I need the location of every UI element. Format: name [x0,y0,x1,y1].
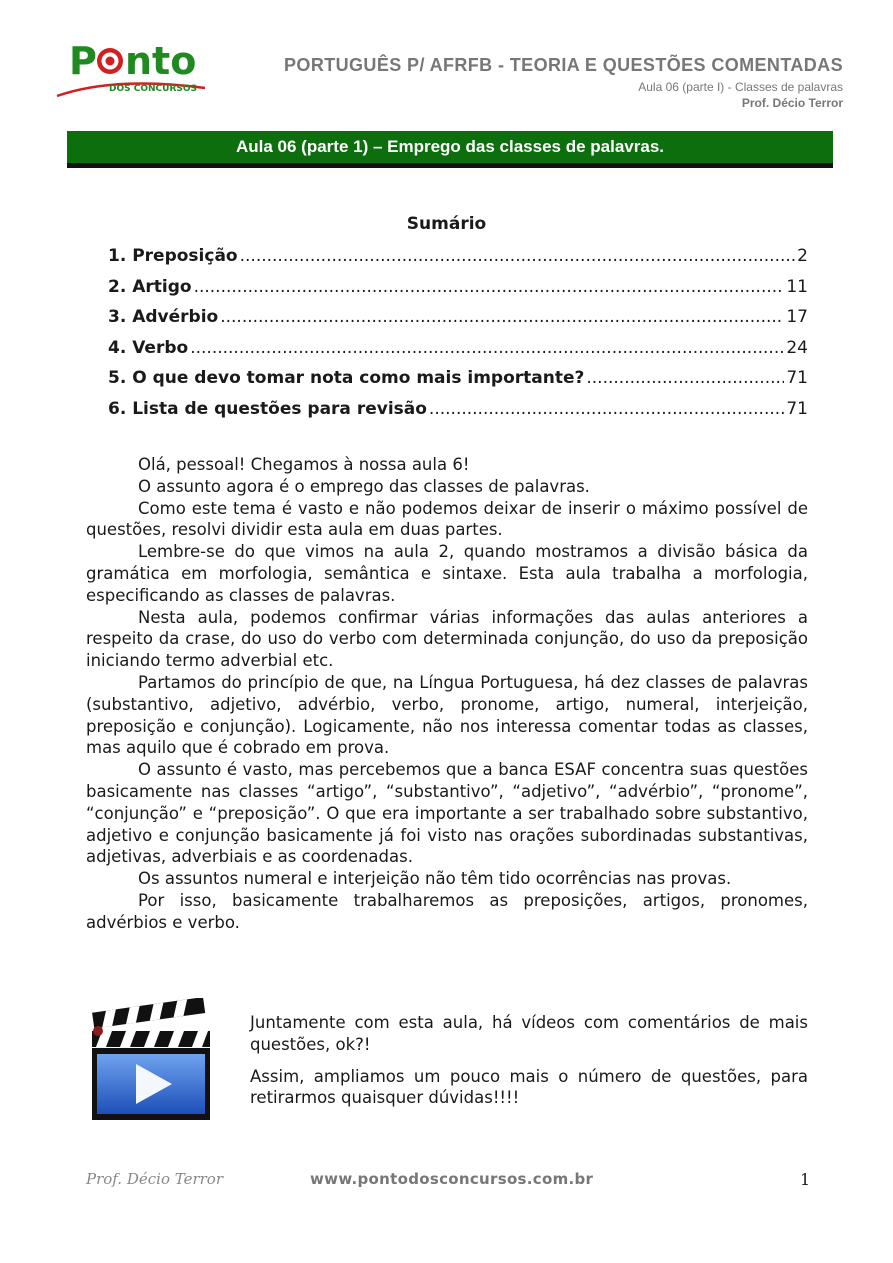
toc-entry[interactable] [108,246,808,277]
page-number: 1 [800,1170,811,1189]
logo-sub: DOS CONCURSOS [109,84,197,94]
toc-label: 2. Artigo [108,276,192,297]
toc-page: 17 [786,307,808,327]
toc-page: 2 [797,246,808,266]
footer-author: Prof. Décio Terror [86,1170,224,1188]
toc-label: 3. Advérbio [108,307,219,327]
toc-leader [429,399,784,419]
toc-label: 4. Verbo [108,337,189,358]
header-subtitle: Aula 06 (parte I) - Classes de palavras [638,80,843,94]
paragraph: Juntamente com esta aula, há vídeos com comentários de mais questões, ok?! [250,1013,808,1054]
paragraph: Partamos do princípio de que, na Língua Portuguesa, há dez classes de palavras (substantivo, adjetivo, advérbio, verbo, pronome, artigo, numeral, interjeição, preposição e conjunção). Logicamente, não nos interessa comentar todas as classes, mas aquilo que é cobrado em prova. [86,672,808,758]
toc-leader [240,246,796,266]
toc-entry[interactable] [108,368,808,399]
header-author: Prof. Décio Terror [741,96,843,110]
toc-label: 5. O que devo tomar nota como mais importante? [108,368,585,388]
toc-leader [190,338,784,358]
paragraph: Assim, ampliamos um pouco mais o número de questões, para retirarmos quaisquer dúvidas!!!! [250,1066,808,1108]
lesson-intro [86,454,808,934]
toc-entry[interactable] [108,399,808,430]
table-of-contents [108,246,808,429]
toc-entry[interactable] [108,338,808,369]
paragraph: O assunto é vasto, mas percebemos que a banca ESAF concentra suas questões basicamente nas classes “artigo”, “substantivo”, “adjetivo”, “advérbio”, “pronome”, “conjunção” e “preposição”. O que era importante a ser trabalhado sobre substantivo, adjetivo e conjunção basicamente já foi visto nas orações subordinadas substantivas, adjetivas, adverbiais e as coordenadas. [86,760,808,867]
page-header [284,55,843,110]
video-clapperboard-icon [88,998,214,1120]
logo-word-right: nto [125,39,197,83]
toc-leader [194,277,785,297]
paragraph: Os assuntos numeral e interjeição não têm tido ocorrências nas provas. [138,869,732,889]
toc-page: 71 [786,398,808,419]
paragraph: Nesta aula, podemos confirmar várias informações das aulas anteriores a respeito da crase, do uso do verbo com determinada conjunção, do uso da preposição iniciando termo adverbial etc. [86,607,808,671]
toc-page: 24 [786,337,808,358]
toc-label: 6. Lista de questões para revisão [108,398,427,419]
paragraph: Por isso, basicamente trabalharemos as preposições, artigos, pronomes, advérbios e verbo. [86,890,808,932]
lesson-banner: Aula 06 (parte 1) – Emprego das classes de palavras. [67,131,833,168]
toc-page: 71 [786,368,808,388]
video-note [250,1012,808,1119]
paragraph: Olá, pessoal! Chegamos à nossa aula 6! [138,455,470,474]
toc-page: 11 [786,276,808,297]
ponto-logo [55,38,215,100]
toc-leader [586,368,784,388]
footer-url[interactable]: www.pontodosconcursos.com.br [310,1170,594,1188]
paragraph: O assunto agora é o emprego das classes de palavras. [138,476,590,496]
paragraph: Lembre-se do que vimos na aula 2, quando mostramos a divisão básica da gramática em morfologia, semântica e sintaxe. Esta aula trabalha a morfologia, especificando as classes de palavras. [86,542,808,605]
logo-word-left: P [69,39,97,83]
paragraph: Como este tema é vasto e não podemos deixar de inserir o máximo possível de questões, resolvi dividir esta aula em duas partes. [86,498,808,540]
toc-label: 1. Preposição [108,246,238,266]
summary-title: Sumário [406,214,487,234]
toc-entry[interactable] [108,277,808,308]
toc-leader [220,307,784,327]
toc-entry[interactable] [108,307,808,338]
header-title: PORTUGUÊS P/ AFRFB - TEORIA E QUESTÕES COMENTADAS [284,55,843,75]
